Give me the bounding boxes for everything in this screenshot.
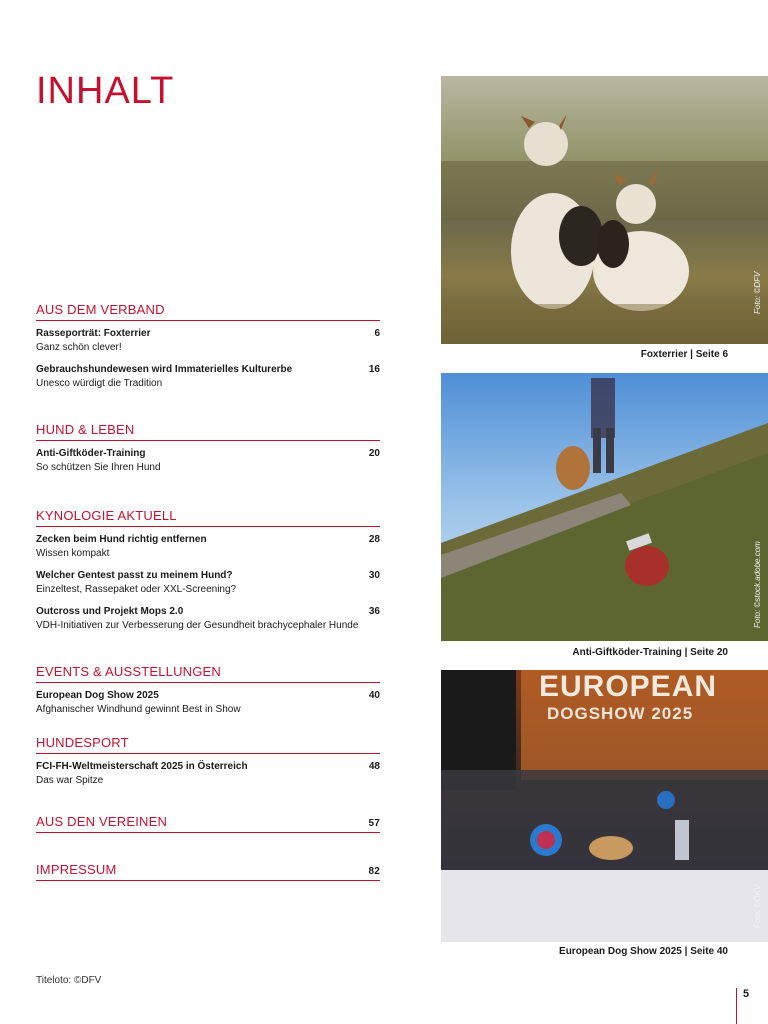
entry-page: 6: [374, 328, 380, 339]
section-heading: IMPRESSUM: [36, 862, 117, 877]
section-aus-den-vereinen[interactable]: [36, 814, 380, 840]
entry-title: Gebrauchshundewesen wird Immaterielles Kulturerbe: [36, 364, 293, 375]
section-kynologie-aktuell: [36, 508, 380, 642]
toc-entry[interactable]: [36, 534, 380, 559]
entry-page: 28: [368, 534, 380, 545]
photo-caption: Foxterrier | Seite 6: [640, 349, 728, 360]
entry-subtitle: Das war Spitze: [36, 775, 104, 786]
section-heading: EVENTS & AUSSTELLUNGEN: [36, 664, 380, 683]
section-impressum[interactable]: [36, 862, 380, 888]
toc-entry[interactable]: [36, 690, 380, 715]
photo-caption: Anti-Giftköder-Training | Seite 20: [572, 647, 728, 658]
photo-credit: Foto: ©stock.adobe.com: [753, 541, 762, 628]
section-hundesport: [36, 735, 380, 797]
section-events-ausstellungen: [36, 664, 380, 726]
photo-credit: Foto: ©DFV: [753, 271, 762, 314]
entry-page: 48: [368, 761, 380, 772]
page-title: INHALT: [36, 70, 175, 112]
toc-entry[interactable]: [36, 448, 380, 473]
section-aus-dem-verband: [36, 302, 380, 400]
entry-subtitle: Einzeltest, Rassepaket oder XXL-Screening?: [36, 584, 237, 595]
toc-entry[interactable]: [36, 570, 380, 595]
section-heading: HUND & LEBEN: [36, 422, 380, 441]
european-dog-show-photo: [441, 670, 768, 942]
entry-subtitle: Ganz schön clever!: [36, 342, 122, 353]
title-photo-credit: Titeloto: ©DFV: [36, 975, 102, 986]
toc-entry[interactable]: [36, 606, 380, 631]
section-heading: HUNDESPORT: [36, 735, 380, 754]
entry-subtitle: VDH-Initiativen zur Verbesserung der Gesundheit brachycephaler Hunde: [36, 620, 359, 631]
toc-entry[interactable]: [36, 761, 380, 786]
entry-title: Rasseporträt: Foxterrier: [36, 328, 151, 339]
page-number: 5: [736, 988, 749, 1024]
toc-entry[interactable]: [36, 364, 380, 389]
entry-subtitle: So schützen Sie Ihren Hund: [36, 462, 161, 473]
entry-subtitle: Wissen kompakt: [36, 548, 110, 559]
entry-page: 36: [368, 606, 380, 617]
entry-title: Welcher Gentest passt zu meinem Hund?: [36, 570, 233, 581]
entry-subtitle: Unesco würdigt die Tradition: [36, 378, 163, 389]
banner-line-1: EUROPEAN: [539, 670, 718, 703]
toc-entry[interactable]: [36, 328, 380, 353]
entry-title: European Dog Show 2025: [36, 690, 159, 701]
entry-page: 30: [368, 570, 380, 581]
section-heading: AUS DEN VEREINEN: [36, 814, 168, 829]
entry-page: 40: [368, 690, 380, 701]
foxterrier-photo: [441, 76, 768, 344]
photo-caption: European Dog Show 2025 | Seite 40: [559, 946, 728, 957]
banner-line-2: DOGSHOW 2025: [547, 704, 694, 723]
photo-credit: Foto: ©ÖKV: [753, 884, 762, 928]
section-heading: AUS DEM VERBAND: [36, 302, 380, 321]
section-hund-und-leben: [36, 422, 380, 484]
entry-page: 82: [368, 866, 380, 877]
entry-title: Zecken beim Hund richtig entfernen: [36, 534, 207, 545]
entry-page: 57: [368, 818, 380, 829]
entry-title: Outcross und Projekt Mops 2.0: [36, 606, 184, 617]
entry-page: 20: [368, 448, 380, 459]
anti-giftkoeder-photo: [441, 373, 768, 641]
entry-title: FCI-FH-Weltmeisterschaft 2025 in Österreich: [36, 761, 248, 772]
entry-subtitle: Afghanischer Windhund gewinnt Best in Show: [36, 704, 241, 715]
entry-title: Anti-Giftköder-Training: [36, 448, 146, 459]
entry-page: 16: [368, 364, 380, 375]
section-heading: KYNOLOGIE AKTUELL: [36, 508, 380, 527]
